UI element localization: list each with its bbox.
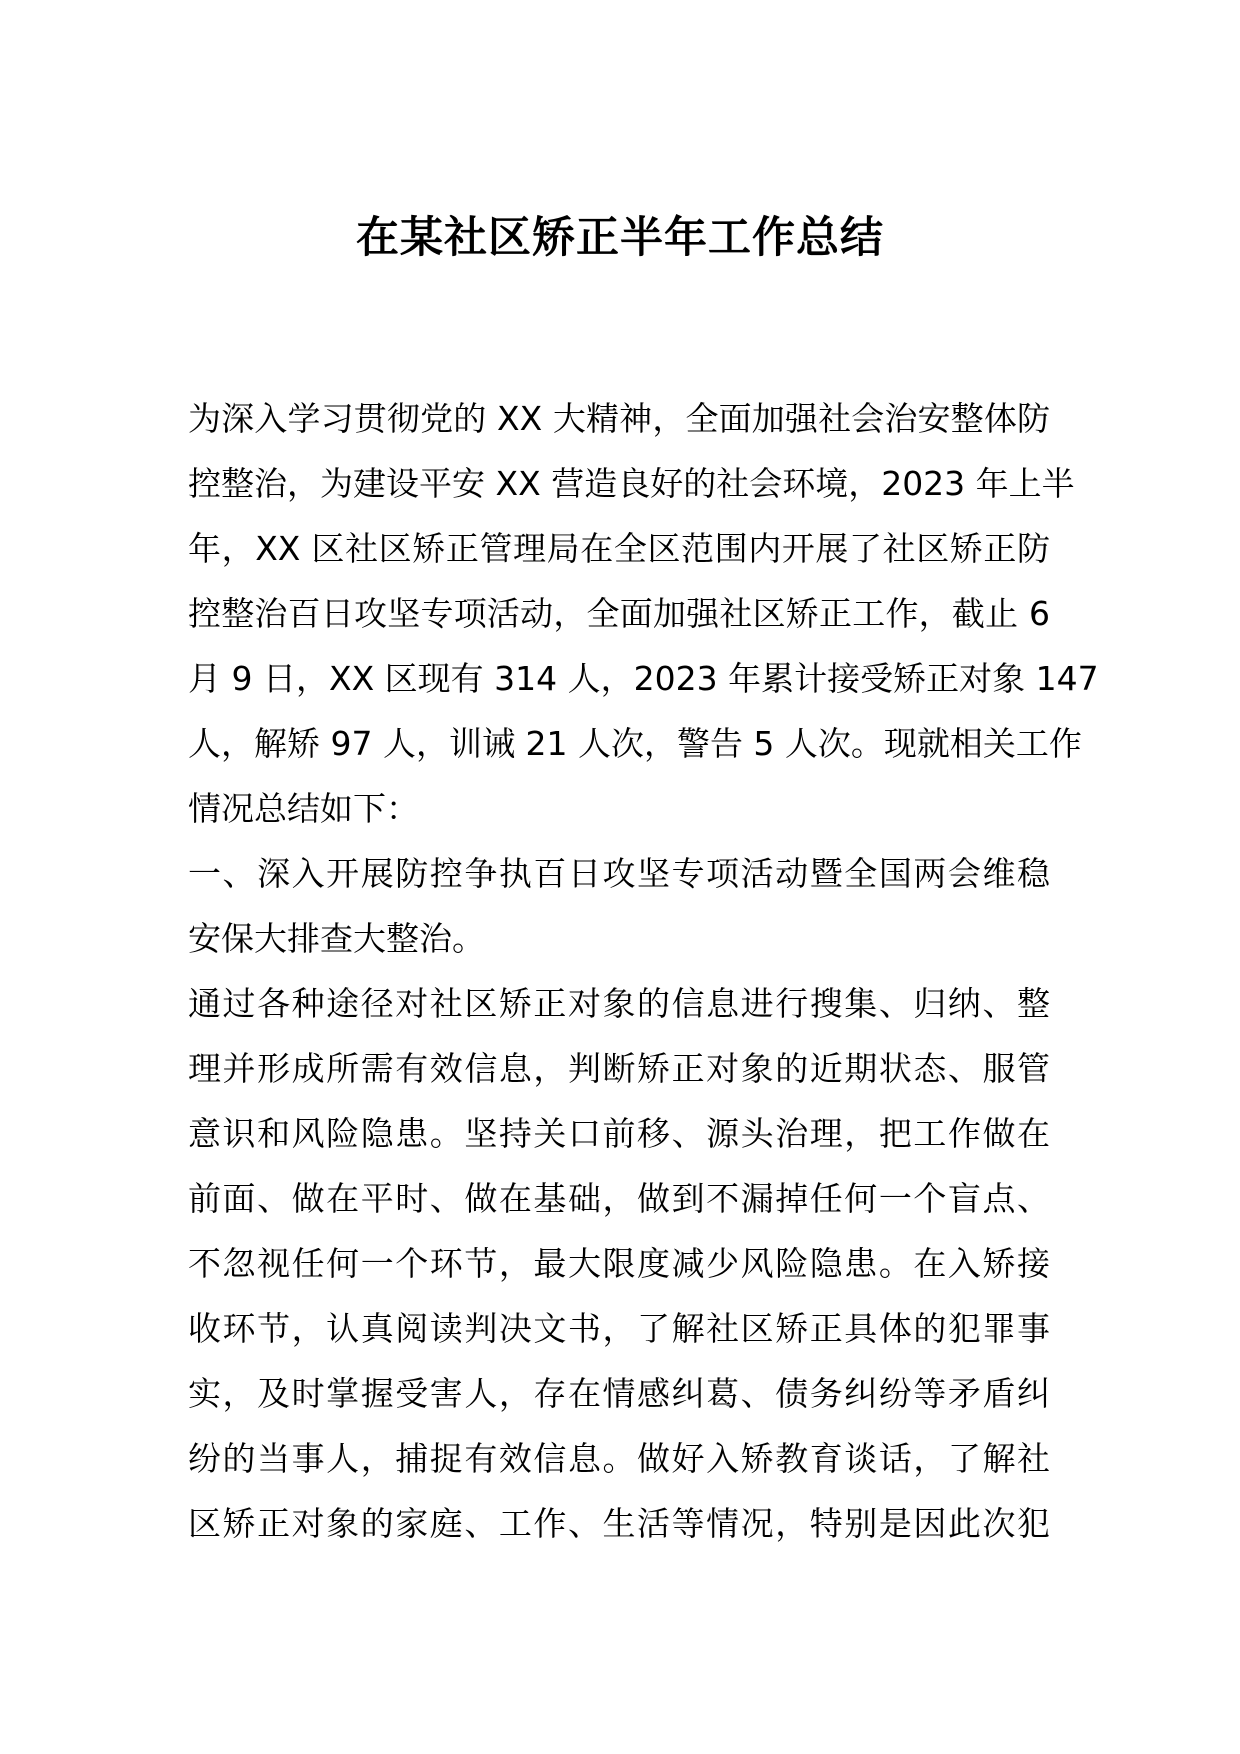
body-line: 人，解矫 97 人，训诫 21 人次，警告 5 人次。现就相关工作 xyxy=(188,724,1082,763)
body-line: 为深入学习贯彻党的 XX 大精神，全面加强社会治安整体防 xyxy=(188,399,1050,438)
body-line: 收环节，认真阅读判决文书，了解社区矫正具体的犯罪事 xyxy=(188,1309,1050,1348)
body-line: 理并形成所需有效信息，判断矫正对象的近期状态、服管 xyxy=(188,1049,1050,1088)
body-line: 纷的当事人，捕捉有效信息。做好入矫教育谈话，了解社 xyxy=(188,1439,1050,1478)
body-line: 意识和风险隐患。坚持关口前移、源头治理，把工作做在 xyxy=(188,1114,1050,1153)
body-line: 安保大排查大整治。 xyxy=(188,919,485,958)
body-line: 月 9 日，XX 区现有 314 人，2023 年累计接受矫正对象 147 xyxy=(188,659,1099,698)
body-line: 情况总结如下： xyxy=(188,789,419,828)
document-title: 在某社区矫正半年工作总结 xyxy=(356,213,884,263)
body-line: 控整治百日攻坚专项活动，全面加强社区矫正工作，截止 6 xyxy=(188,594,1050,633)
document-body xyxy=(188,386,1099,1556)
body-line: 一、深入开展防控争执百日攻坚专项活动暨全国两会维稳 xyxy=(188,854,1050,893)
body-line: 不忽视任何一个环节，最大限度减少风险隐患。在入矫接 xyxy=(188,1244,1050,1283)
body-line: 实，及时掌握受害人，存在情感纠葛、债务纠纷等矛盾纠 xyxy=(188,1374,1050,1413)
body-line: 控整治，为建设平安 XX 营造良好的社会环境，2023 年上半 xyxy=(188,464,1075,503)
body-line: 区矫正对象的家庭、工作、生活等情况，特别是因此次犯 xyxy=(188,1504,1050,1543)
body-line: 前面、做在平时、做在基础，做到不漏掉任何一个盲点、 xyxy=(188,1179,1050,1218)
body-line: 年，XX 区社区矫正管理局在全区范围内开展了社区矫正防 xyxy=(188,529,1050,568)
body-line: 通过各种途径对社区矫正对象的信息进行搜集、归纳、整 xyxy=(188,984,1050,1023)
